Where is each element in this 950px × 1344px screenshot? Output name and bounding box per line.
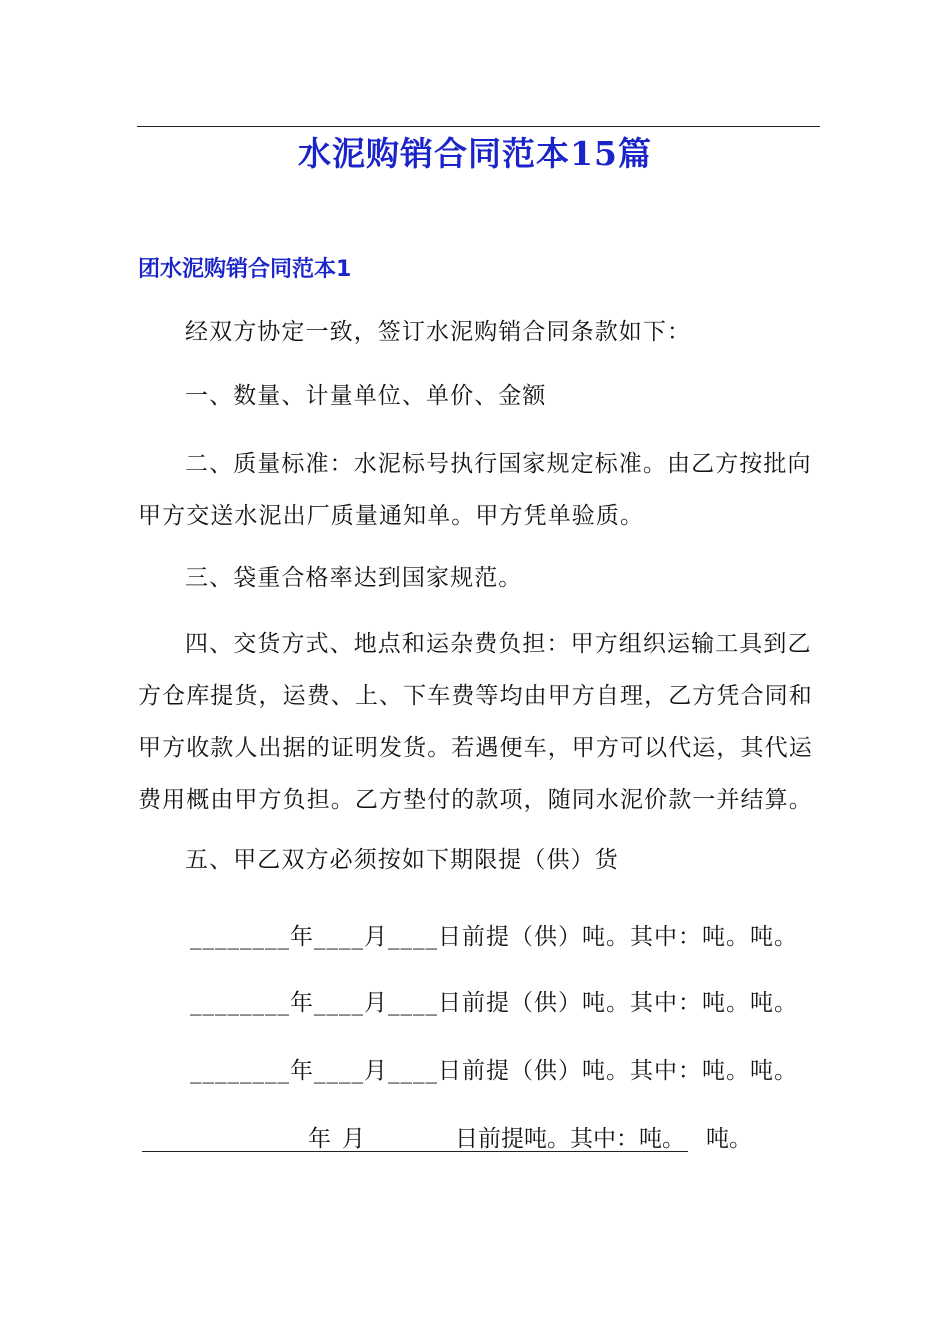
quantity-text: 日前提吨。其中：吨。 (455, 1126, 685, 1152)
paragraph-intro: 经双方协定一致，签订水泥购销合同条款如下： (185, 319, 692, 345)
paragraph-clause-2: 二、质量标准：水泥标号执行国家规定标准。由乙方按批向甲方交送水泥出厂质量通知单。甲方凭单验质。 (138, 451, 812, 529)
paragraph-clause-5: 五、甲乙双方必须按如下期限提（供）货 (185, 847, 619, 873)
quantity-tail: 吨。 (706, 1126, 752, 1152)
paragraph-clause-1: 一、数量、计量单位、单价、金额 (185, 383, 547, 409)
delivery-date-line: ________年____月____日前提（供）吨。其中：吨。吨。 (190, 990, 798, 1016)
section-heading: 团水泥购销合同范本1 (138, 257, 352, 282)
paragraph-clause-3: 三、袋重合格率达到国家规范。 (185, 565, 523, 591)
month-label: 月 (342, 1126, 365, 1152)
delivery-date-line-underlined (142, 1122, 792, 1156)
paragraph-clause-4: 四、交货方式、地点和运杂费负担：甲方组织运输工具到乙方仓库提货，运费、上、下车费等均由甲方自理，乙方凭合同和甲方收款人出据的证明发货。若遇便车，甲方可以代运，其代运费用概由甲方负担。乙方垫付的款项，随同水泥价款一并结算。 (138, 631, 813, 813)
title-rule (137, 126, 820, 127)
delivery-date-line: ________年____月____日前提（供）吨。其中：吨。吨。 (190, 924, 798, 950)
year-label: 年 (308, 1126, 331, 1152)
delivery-date-line: ________年____月____日前提（供）吨。其中：吨。吨。 (190, 1058, 798, 1084)
document-title: 水泥购销合同范本15篇 (298, 134, 652, 173)
